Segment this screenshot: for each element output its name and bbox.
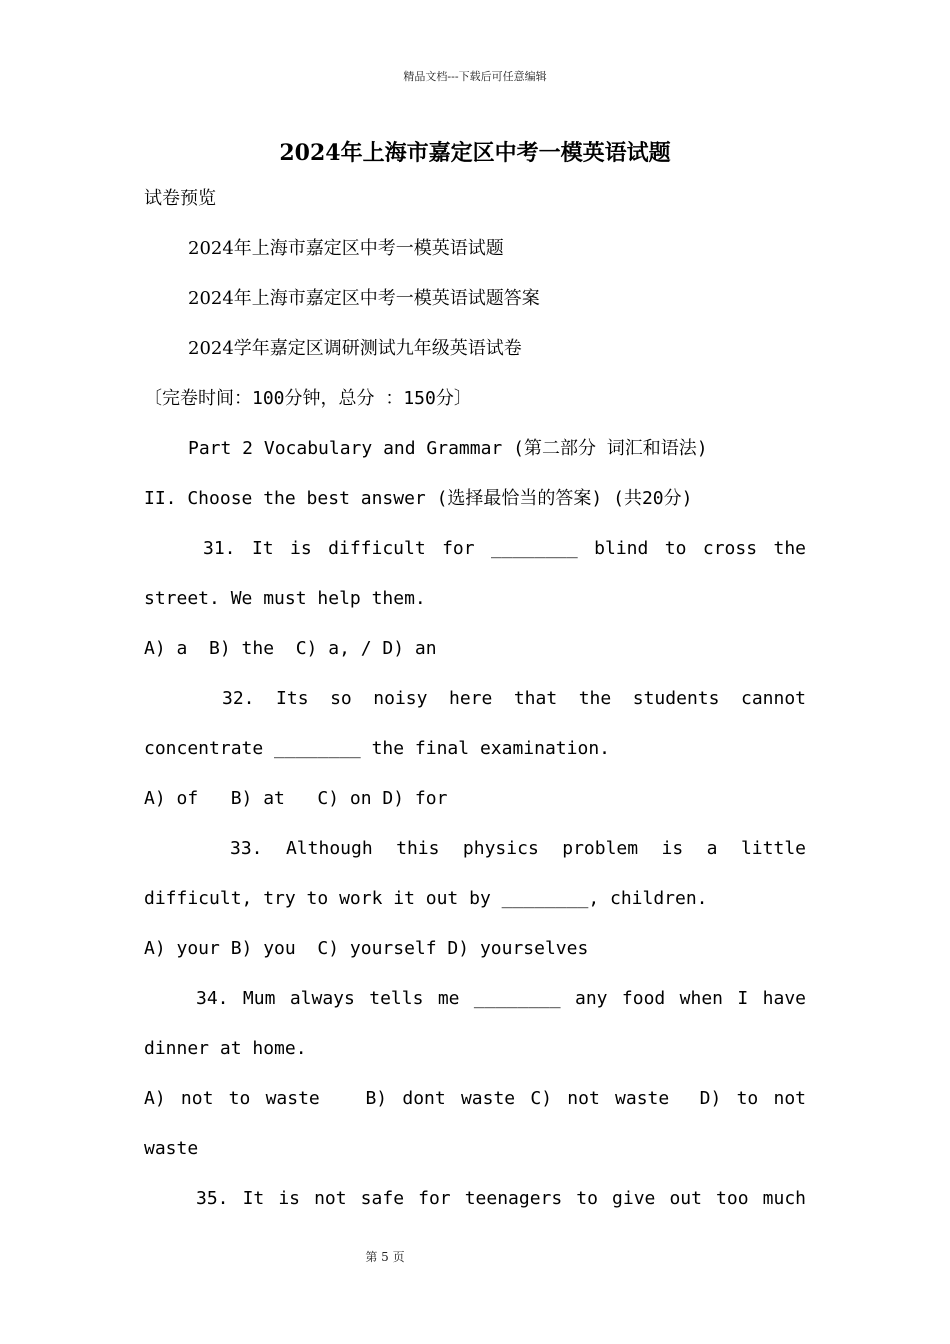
page-header: 精品文档---下载后可任意编辑 <box>403 70 547 83</box>
section-heading: II. Choose the best answer (选择最恰当的答案) (共20分) <box>144 488 693 509</box>
question-34-options: A) not to waste B) dont waste C) not waste D) to not <box>144 1088 806 1109</box>
question-34-line1: 34. Mum always tells me ________ any food when I have <box>196 988 806 1009</box>
question-33-line1: 33. Although this physics problem is a little <box>230 838 806 859</box>
preview-heading: 试卷预览 <box>144 188 216 209</box>
question-33-options: A) your B) you C) yourself D) yourselves <box>144 938 589 959</box>
part-heading: Part 2 Vocabulary and Grammar (第二部分 词汇和语法) <box>188 438 708 459</box>
question-31-line1: 31. It is difficult for ________ blind to cross the <box>203 538 806 559</box>
question-34-line2: dinner at home. <box>144 1038 307 1059</box>
exam-info: 〔完卷时间：100分钟，总分 ：150分〕 <box>144 388 472 409</box>
question-31-line2: street. We must help them. <box>144 588 426 609</box>
question-32-line1: 32. Its so noisy here that the students cannot <box>222 688 806 709</box>
question-33-line2: difficult, try to work it out by ________, children. <box>144 888 708 909</box>
question-35-line1: 35. It is not safe for teenagers to give out too much <box>196 1188 806 1209</box>
preview-item[interactable]: 2024年上海市嘉定区中考一模英语试题 <box>188 238 504 259</box>
question-32-options: A) of B) at C) on D) for <box>144 788 448 809</box>
document-title: 2024年上海市嘉定区中考一模英语试题 <box>279 140 671 166</box>
question-34-options-cont: waste <box>144 1138 199 1159</box>
question-31-options: A) a B) the C) a, / D) an <box>144 638 437 659</box>
page-footer: 第 5 页 <box>365 1250 405 1264</box>
preview-item[interactable]: 2024学年嘉定区调研测试九年级英语试卷 <box>188 338 522 359</box>
question-32-line2: concentrate ________ the final examination. <box>144 738 610 759</box>
preview-item[interactable]: 2024年上海市嘉定区中考一模英语试题答案 <box>188 288 540 309</box>
